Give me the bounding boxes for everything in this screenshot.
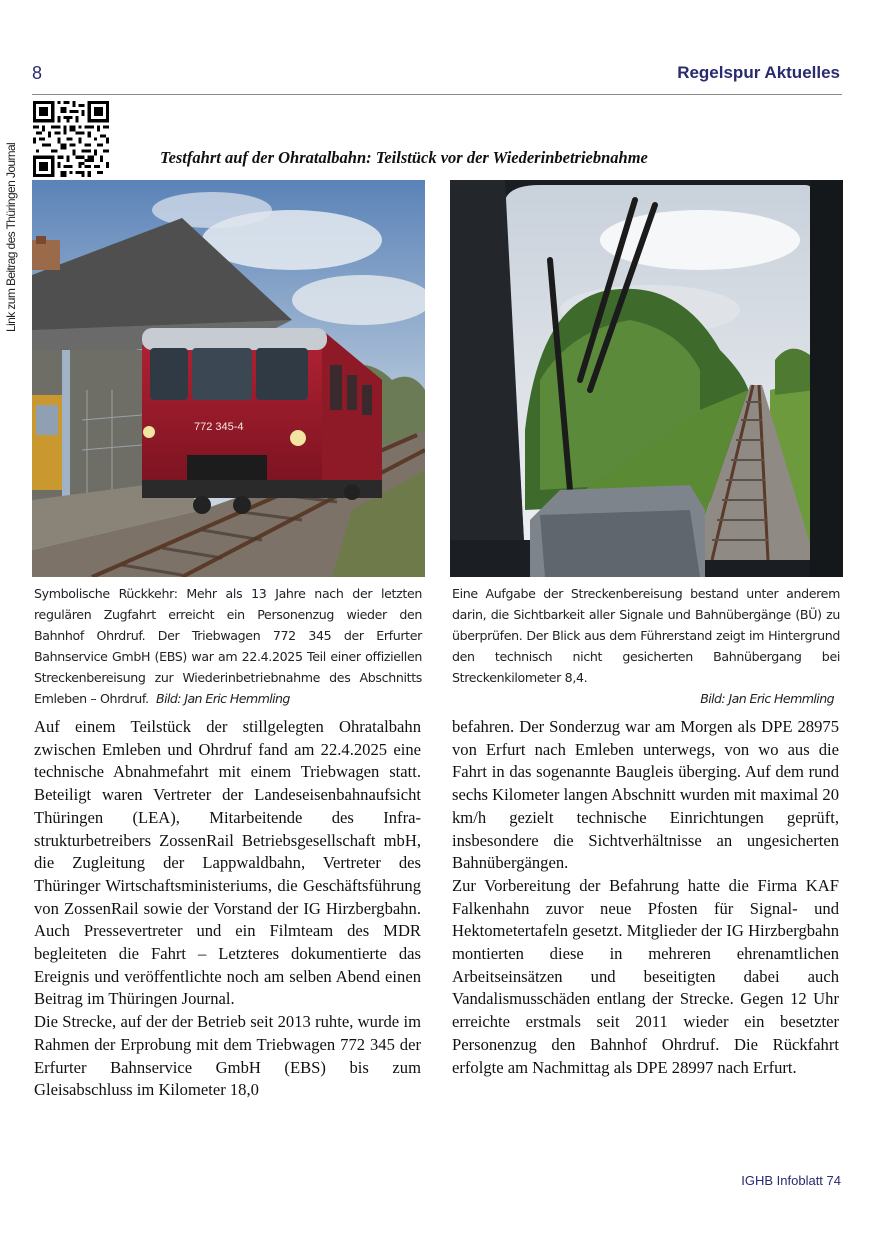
photo-caption-right	[452, 583, 840, 709]
photo-caption-left	[34, 583, 422, 709]
section-title: Regelspur Aktuelles	[677, 63, 840, 82]
railcar-number-text: 772 345-4	[194, 421, 244, 433]
footer-publication: IGHB Infoblatt 74	[741, 1173, 841, 1188]
page-number: 8	[32, 63, 43, 83]
caption-right-text: Eine Aufgabe der Streckenbereisung bestand unter anderem darin, die Sichtbarkeit aller Signale und Bahnübergänge (BÜ) zu überprüfen. Der Blick aus dem Führerstand zeigt im Hintergrund den technisch nicht gesicherten Bahnübergang bei Streckenkilometer 8,4.	[452, 586, 840, 685]
body-paragraph: Die Strecke, auf der der Betrieb seit 2013 ruhte, wurde im Rahmen der Erprobung mit dem Triebwagen 772 345 der Erfurter Bahnservice GmbH (EBS) bis zum Gleisabschluss im Kilometer 18,0	[34, 1012, 421, 1100]
page-header	[32, 60, 842, 95]
article-body-right-column	[452, 716, 839, 1079]
side-link-label: Link zum Beitrag des Thüringen Journal	[4, 142, 18, 332]
photo-credit-left: Bild: Jan Eric Hemmling	[156, 691, 290, 706]
article-title: Testfahrt auf der Ohratalbahn: Teilstück vor der Wiederinbetriebnahme	[160, 148, 648, 167]
qr-code[interactable]	[33, 101, 109, 177]
body-paragraph: befahren. Der Sonderzug war am Morgen als DPE 28975 von Erfurt nach Emleben unterwegs, von wo aus die Fahrt in das sogenannte Baugleis überging. Auf dem rund sechs Kilometer langen Abschnitt wurden mit maximal 20 km/h gezielt technische Einrichtungen geprüft, insbesondere die Sichtverhältnisse an ungesicherten Bahnübergängen.	[452, 717, 839, 873]
photo-credit-right: Bild: Jan Eric Hemmling	[700, 691, 834, 706]
article-body-left-column	[34, 716, 421, 1102]
caption-left-text: Symbolische Rückkehr: Mehr als 13 Jahre nach der letzten regulären Zugfahrt erreicht ein Personenzug wieder den Bahnhof Ohrdruf. Der Triebwagen 772 345 der Erfurter Bahnservice GmbH (EBS) war am 22.4.2025 Teil einer offiziellen Streckenbereisung zur Wiederinbetriebnahme des Abschnitts Emleben – Ohrdruf.	[34, 586, 422, 706]
body-paragraph: Auf einem Teilstück der stillgelegten Ohratalbahn zwischen Emleben und Ohrdruf fand am 22.4.2025 eine technische Abnahmefahrt mit einem Triebwagen statt. Beteiligt waren Vertreter der Landeseisenbahnaufsicht Thüringen (LEA), Mitarbeitende des Infrastrukturbetreibers ZossenRail Betriebsgesellschaft mbH, die Zugleitung der Lappwaldbahn, Vertreter des Thüringer Wirtschaftsministeriums, die Geschäftsführung von ZossenRail sowie der Vorstand der IG Hirzbergbahn. Auch Pressevertreter und ein Filmteam des MDR begleiteten die Fahrt – Letzteres dokumentierte das Ereignis und veröffentlichte noch am selben Abend einen Beitrag im Thüringen Journal.	[34, 717, 421, 1009]
railcar-station-photo	[32, 180, 425, 577]
drivers-cab-view-photo	[450, 180, 843, 577]
body-paragraph: Zur Vorbereitung der Befahrung hatte die Firma KAF Falkenhahn zuvor neue Pfosten für Signal- und Hektometertafeln gesetzt. Mitglieder der IG Hirzbergbahn montierten diese in mehreren ehrenamtlichen Arbeitseinsätzen und beseitigten dabei auch Vandalismusschäden entlang der Strecke. Gegen 12 Uhr erreichte erstmals seit 2011 wieder ein besetzter Personenzug den Bahnhof Ohrdruf. Die Rückfahrt erfolgte am Nachmittag als DPE 28997 nach Erfurt.	[452, 875, 839, 1077]
